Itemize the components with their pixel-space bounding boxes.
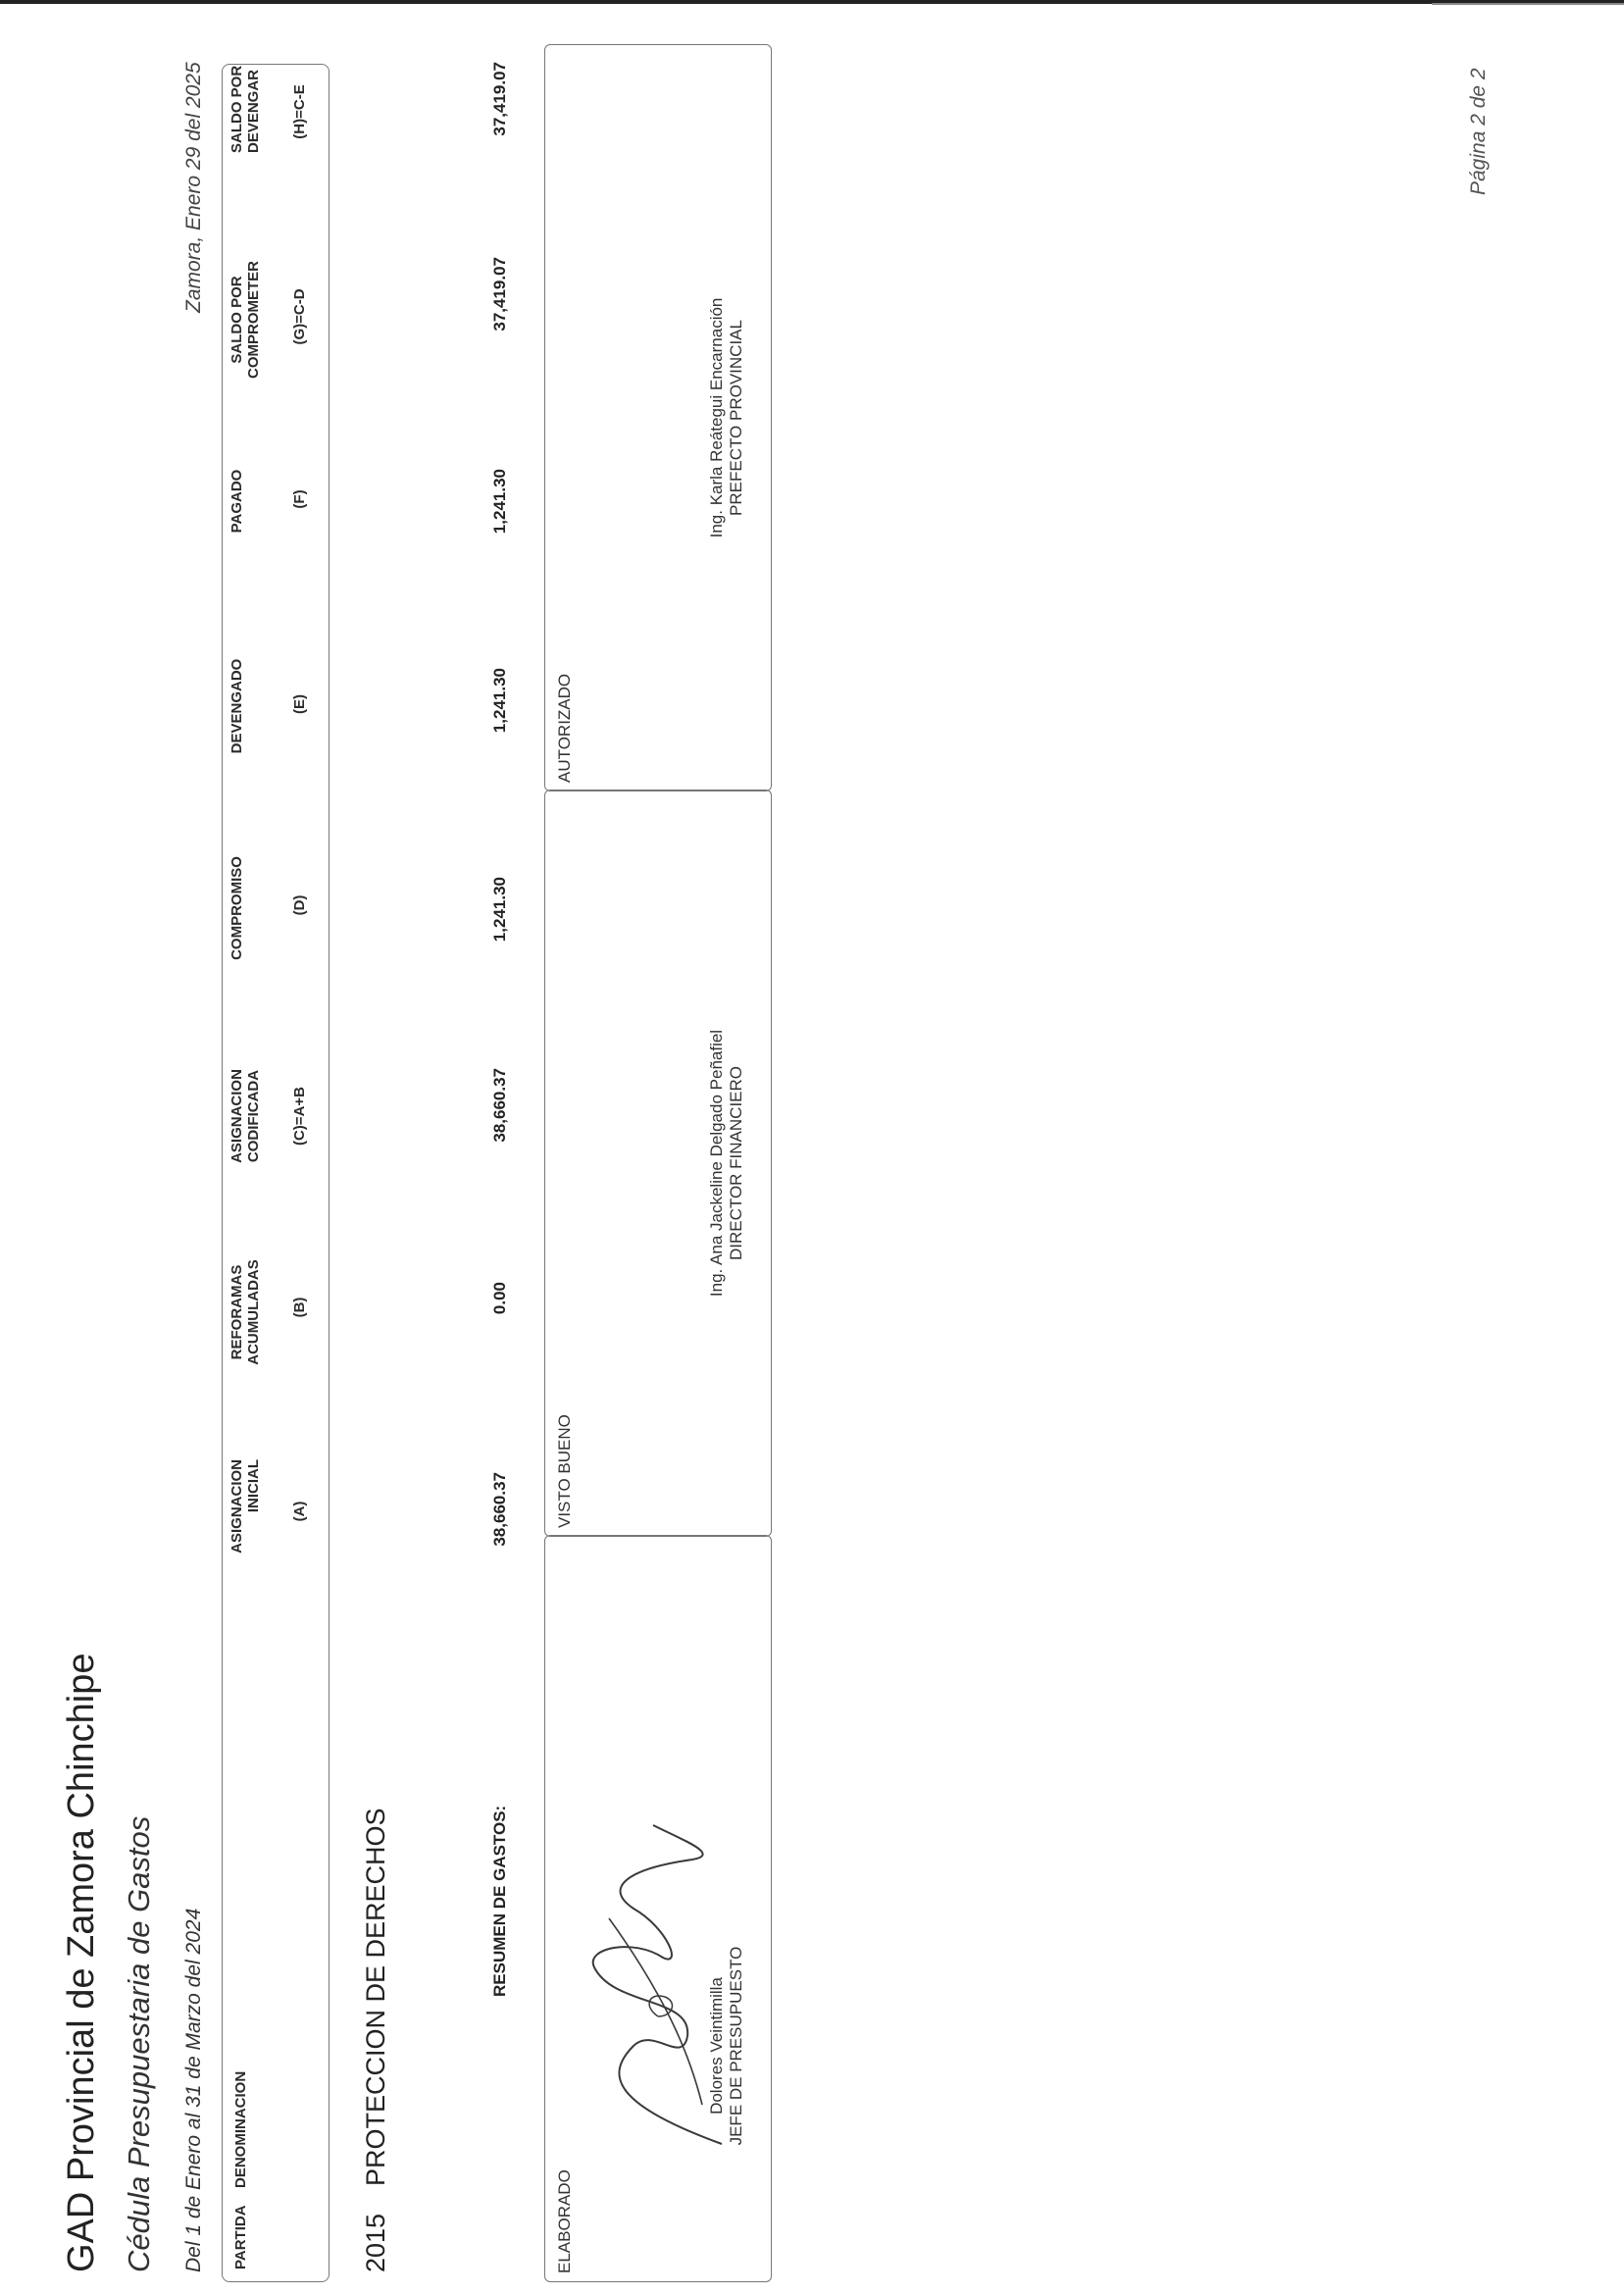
summary-saldo-devengar: 37,419.07 bbox=[490, 62, 509, 136]
col-saldo-devengar-code: (H)=C-E bbox=[291, 84, 308, 139]
elaborado-label: ELABORADO bbox=[555, 2169, 574, 2273]
col-asignacion-inicial: ASIGNACION INICIAL bbox=[228, 1459, 262, 1554]
autorizado-name: Ing. Karla Reátegui Encarnación bbox=[707, 297, 726, 538]
visto-bueno-signer bbox=[707, 790, 746, 1536]
summary-pagado: 1,241.30 bbox=[490, 469, 509, 535]
program-code: 2015 bbox=[361, 2213, 390, 2272]
col-partida: PARTIDA bbox=[232, 2205, 249, 2269]
col-reformas-code: (B) bbox=[291, 1297, 308, 1318]
autorizado-role: PREFECTO PROVINCIAL bbox=[727, 320, 745, 516]
summary-reformas: 0.00 bbox=[490, 1282, 509, 1315]
col-saldo-devengar: SALDO POR DEVENGAR bbox=[228, 65, 262, 153]
visto-bueno-role: DIRECTOR FINANCIERO bbox=[727, 1065, 745, 1261]
visto-bueno-name: Ing. Ana Jackeline Delgado Peñafiel bbox=[707, 1029, 726, 1298]
column-header-box bbox=[222, 64, 330, 2282]
elaborado-signer bbox=[707, 1810, 746, 2281]
summary-compromiso: 1,241.30 bbox=[490, 877, 509, 943]
elaborado-name: Dolores Veintimilla bbox=[707, 1977, 726, 2115]
col-asignacion-inicial-code: (A) bbox=[291, 1501, 308, 1522]
visto-bueno-box bbox=[544, 790, 772, 1537]
report-title: GAD Provincial de Zamora Chinchipe bbox=[61, 1653, 102, 2272]
col-pagado: PAGADO bbox=[228, 469, 245, 534]
col-pagado-code: (F) bbox=[291, 489, 308, 509]
col-compromiso-code: (D) bbox=[291, 894, 308, 916]
col-denominacion: DENOMINACION bbox=[232, 2070, 249, 2188]
report-subtitle: Cédula Presupuestaria de Gastos bbox=[122, 1815, 156, 2272]
col-devengado: DEVENGADO bbox=[228, 658, 245, 754]
page-number: Página 2 de 2 bbox=[1467, 68, 1490, 195]
report-date: Zamora, Enero 29 del 2025 bbox=[182, 62, 205, 313]
visto-bueno-label: VISTO BUENO bbox=[555, 1414, 574, 1528]
autorizado-label: AUTORIZADO bbox=[555, 673, 574, 783]
col-saldo-comprometer: SALDO POR COMPROMETER bbox=[228, 261, 262, 379]
program-name: PROTECCION DE DERECHOS bbox=[361, 1808, 390, 2186]
col-codificada: ASIGNACION CODIFICADA bbox=[228, 1069, 262, 1163]
col-reformas: REFORAMAS ACUMULADAS bbox=[228, 1259, 262, 1365]
elaborado-role: JEFE DE PRESUPUESTO bbox=[727, 1946, 745, 2146]
summary-saldo-comprometer: 37,419.07 bbox=[490, 257, 509, 331]
autorizado-signer bbox=[707, 45, 746, 790]
summary-label: RESUMEN DE GASTOS: bbox=[490, 1805, 509, 1997]
col-saldo-comprometer-code: (G)=C-D bbox=[291, 288, 308, 345]
summary-devengado: 1,241.30 bbox=[490, 668, 509, 734]
col-compromiso: COMPROMISO bbox=[228, 856, 245, 960]
col-devengado-code: (E) bbox=[291, 694, 308, 714]
summary-codificada: 38,660.37 bbox=[490, 1068, 509, 1143]
autorizado-box bbox=[544, 44, 772, 791]
elaborado-box bbox=[544, 1535, 772, 2282]
report-period: Del 1 de Enero al 31 de Marzo del 2024 bbox=[182, 1908, 205, 2272]
col-codificada-code: (C)=A+B bbox=[291, 1087, 308, 1147]
summary-asignacion-inicial: 38,660.37 bbox=[490, 1472, 509, 1547]
